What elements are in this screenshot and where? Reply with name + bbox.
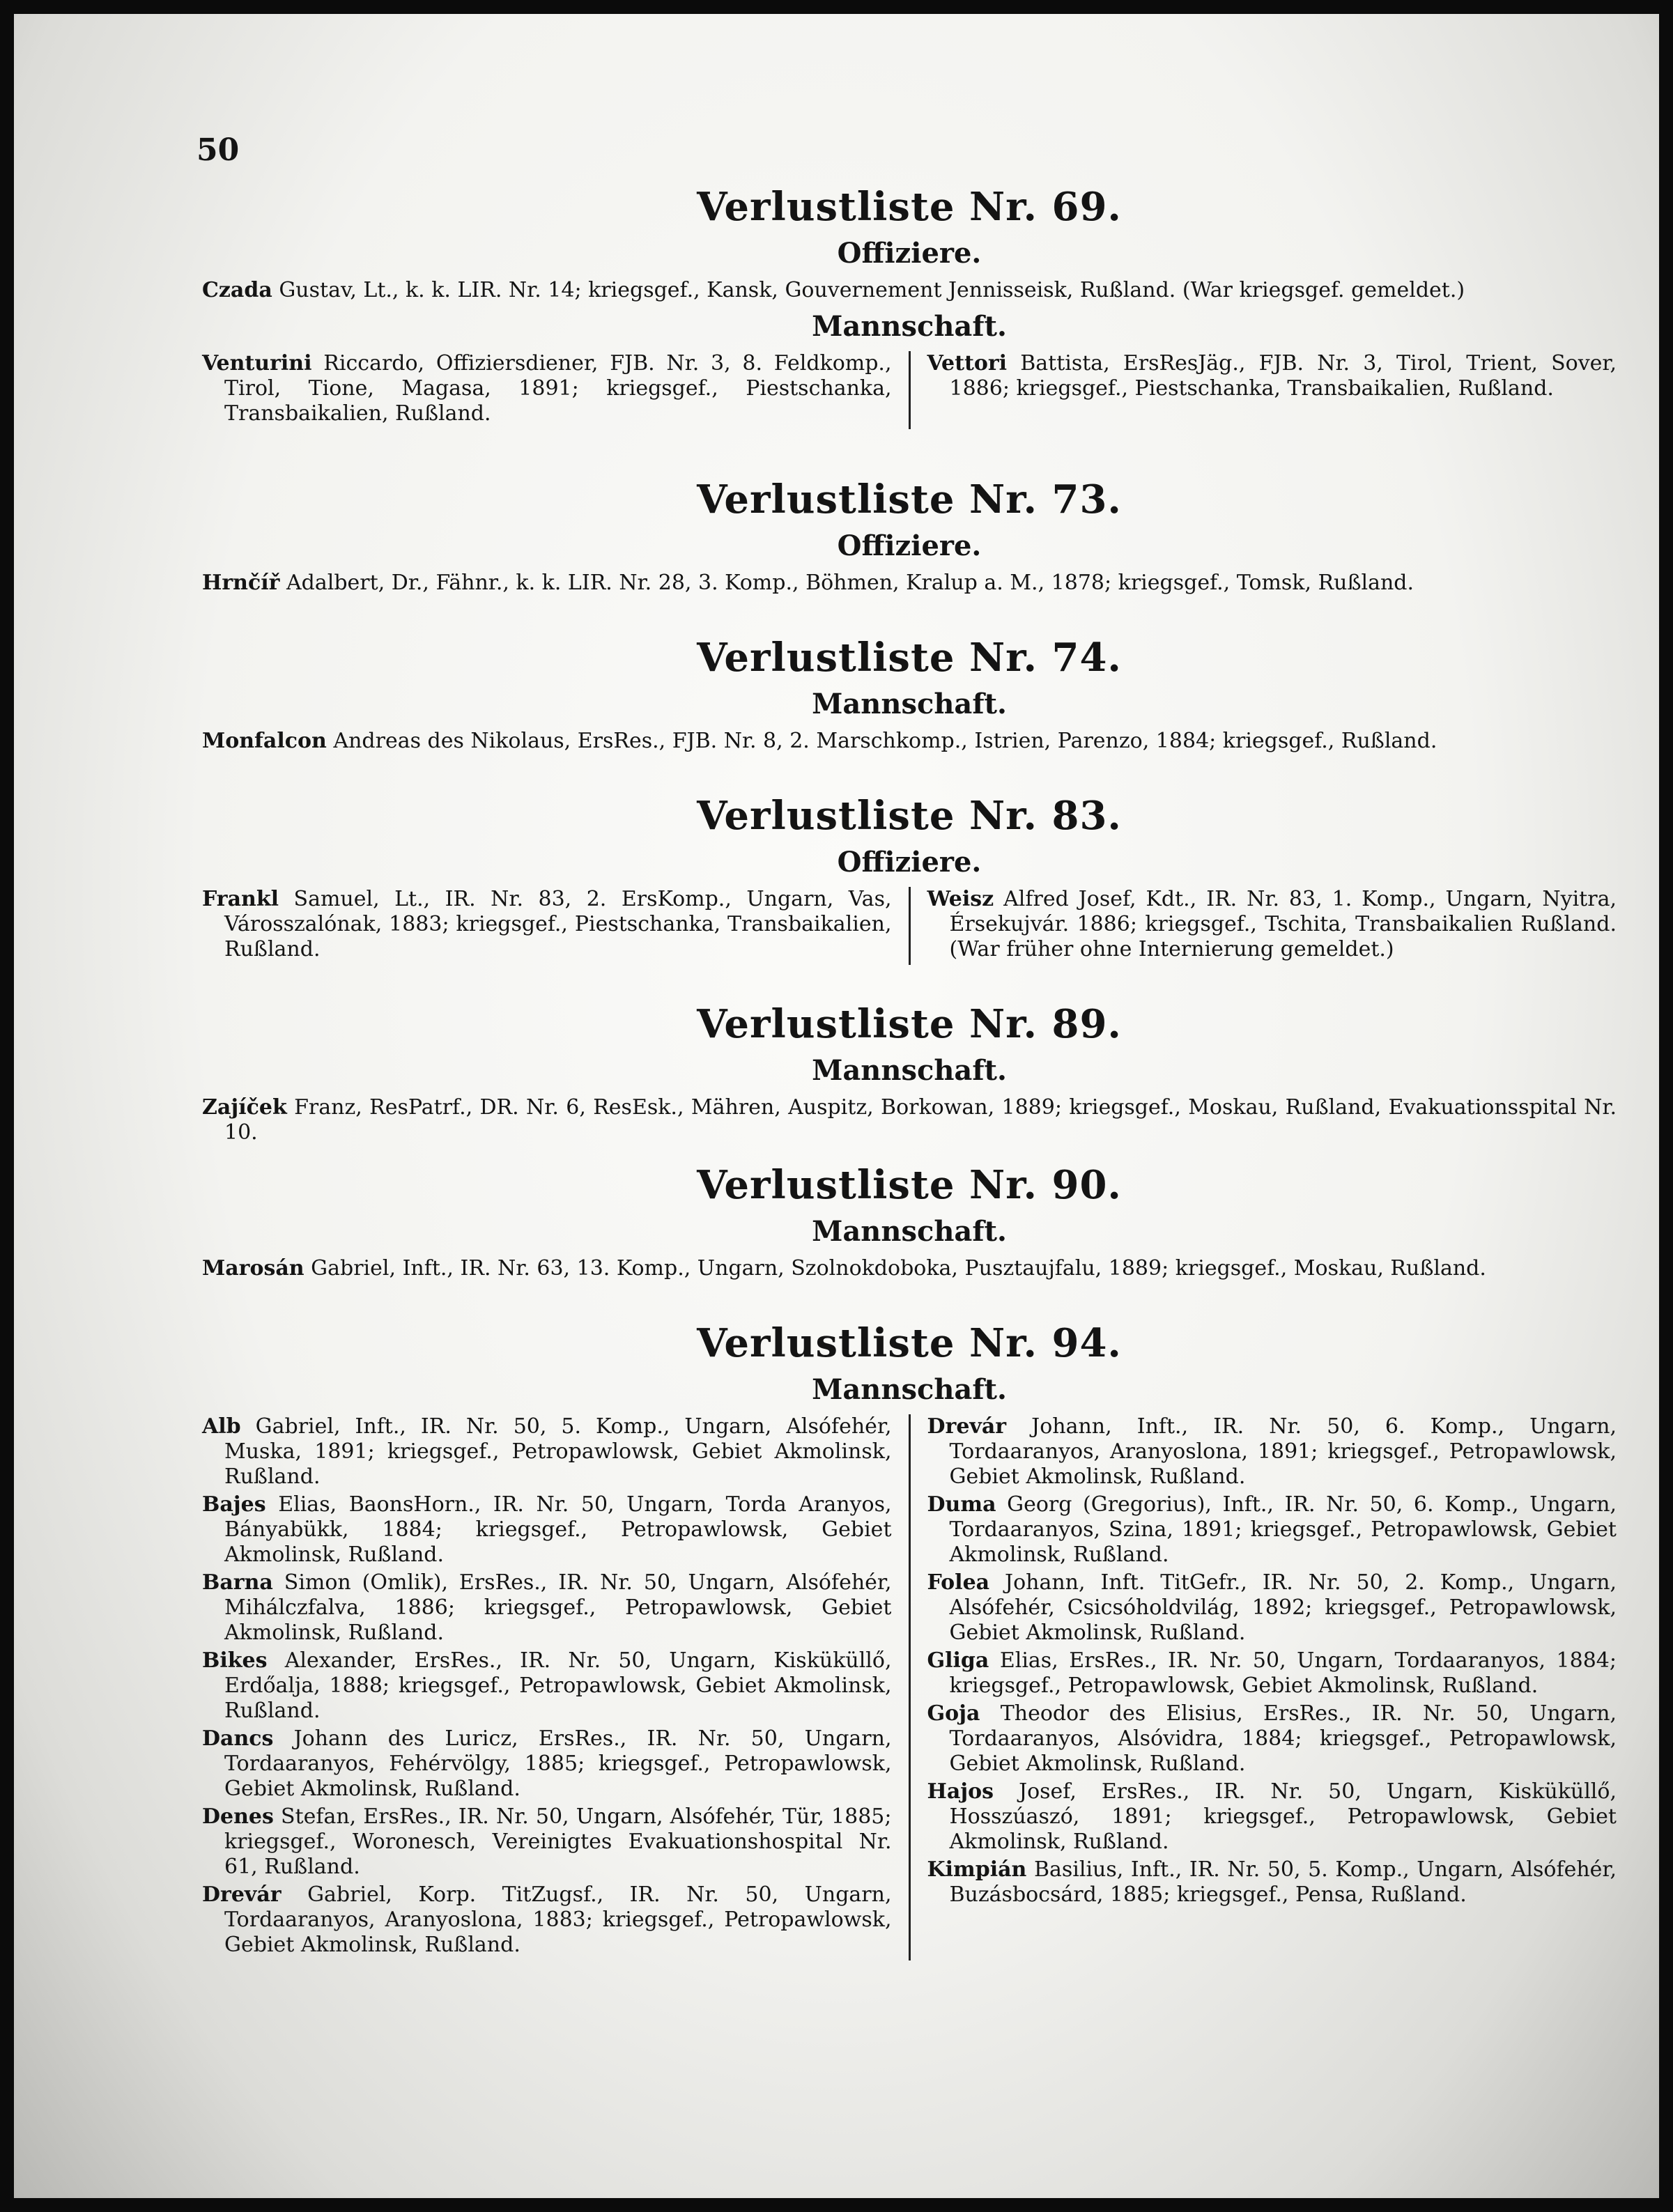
entry-details: Gabriel, Inft., IR. Nr. 63, 13. Komp., Ungarn, Szolnokdoboka, Pusztaujfalu, 1889; kriegsgef., Moskau, Rußland.: [311, 1256, 1486, 1281]
entry-details: Basilius, Inft., IR. Nr. 50, 5. Komp., Ungarn, Alsófehér, Buzásbocsárd, 1885; kriegsgef., Pensa, Rußland.: [949, 1857, 1617, 1907]
group-heading: Offiziere.: [837, 529, 982, 562]
casualty-entry: [202, 1726, 892, 1802]
group-heading: Mannschaft.: [812, 688, 1007, 720]
casualty-entry: [202, 729, 1617, 754]
casualty-entry: [927, 1779, 1617, 1855]
page: [14, 14, 1659, 2198]
casualty-entry: [927, 1648, 1617, 1699]
entry-details: Riccardo, Offiziersdiener, FJB. Nr. 3, 8. Feldkomp., Tirol, Tione, Magasa, 1891; kriegsgef., Piestschanka, Transbaikalien, Rußland.: [224, 351, 892, 426]
casualty-entry: [202, 1256, 1617, 1281]
entry-surname: Bajes: [202, 1492, 266, 1517]
right-column: [909, 1414, 1617, 1960]
right-column: [909, 887, 1617, 965]
entry-surname: Denes: [202, 1804, 274, 1829]
casualty-entry: [202, 887, 892, 962]
group-heading: Mannschaft.: [812, 310, 1007, 343]
casualty-entry: [927, 1857, 1617, 1908]
entry-details: Josef, ErsRes., IR. Nr. 50, Ungarn, Kisküküllő, Hosszúaszó, 1891; kriegsgef., Petropawlowsk, Gebiet Akmolinsk, Rußland.: [949, 1779, 1617, 1854]
entry-details: Alexander, ErsRes., IR. Nr. 50, Ungarn, Kisküküllő, Erdőalja, 1888; kriegsgef., Petropawlowsk, Gebiet Akmolinsk, Rußland.: [224, 1648, 892, 1723]
group-heading: Offiziere.: [837, 846, 982, 879]
entry-details: Samuel, Lt., IR. Nr. 83, 2. ErsKomp., Ungarn, Vas, Városszalónak, 1883; kriegsgef., Piestschanka, Transbaikalien, Rußland.: [224, 887, 892, 961]
entry-surname: Folea: [927, 1570, 990, 1595]
entry-details: Elias, BaonsHorn., IR. Nr. 50, Ungarn, Torda Aranyos, Bányabükk, 1884; kriegsgef., Petropawlowsk, Gebiet Akmolinsk, Rußland.: [224, 1492, 892, 1567]
casualty-entry: [202, 1882, 892, 1958]
casualty-entry: [202, 1492, 892, 1568]
casualty-entry: [927, 1492, 1617, 1568]
entry-details: Battista, ErsResJäg., FJB. Nr. 3, Tirol, Trient, Sover, 1886; kriegsgef., Piestschanka, Transbaikalien, Rußland.: [949, 351, 1617, 401]
entry-details: Andreas des Nikolaus, ErsRes., FJB. Nr. 8, 2. Marschkomp., Istrien, Parenzo, 1884; kriegsgef., Rußland.: [333, 729, 1437, 753]
entry-details: Stefan, ErsRes., IR. Nr. 50, Ungarn, Alsófehér, Tür, 1885; kriegsgef., Woronesch, Vereinigtes Evakuationshospital Nr. 61, Rußland.: [224, 1804, 892, 1879]
casualty-entry: [202, 1095, 1617, 1145]
casualty-entry: [202, 1570, 892, 1646]
two-column-list: [202, 1414, 1617, 1960]
casualty-entry: [927, 351, 1617, 401]
entry-details: Franz, ResPatrf., DR. Nr. 6, ResEsk., Mähren, Auspitz, Borkowan, 1889; kriegsgef., Moskau, Rußland, Evakuationsspital Nr. 10.: [224, 1095, 1617, 1145]
casualty-entry: [202, 571, 1617, 596]
entry-details: Theodor des Elisius, ErsRes., IR. Nr. 50, Ungarn, Tordaaranyos, Alsóvidra, 1884; kriegsgef., Petropawlowsk, Gebiet Akmolinsk, Rußland.: [949, 1701, 1617, 1776]
entry-details: Simon (Omlik), ErsRes., IR. Nr. 50, Ungarn, Alsófehér, Mihálczfalva, 1886; kriegsgef., Petropawlowsk, Gebiet Akmolinsk, Rußland.: [224, 1570, 892, 1645]
entry-surname: Hrnčíř: [202, 571, 280, 595]
entry-details: Georg (Gregorius), Inft., IR. Nr. 50, 6. Komp., Ungarn, Tordaaranyos, Szina, 1891; kriegsgef., Petropawlowsk, Gebiet Akmolinsk, Rußland.: [949, 1492, 1617, 1567]
left-column: [202, 351, 909, 429]
entry-surname: Zajíček: [202, 1095, 287, 1120]
casualty-entry: [927, 1414, 1617, 1490]
casualty-entry: [927, 1570, 1617, 1646]
section-title: Verlustliste Nr. 89.: [697, 1001, 1122, 1047]
section-title: Verlustliste Nr. 94.: [697, 1320, 1122, 1366]
section-title: Verlustliste Nr. 74.: [697, 635, 1122, 681]
section-title: Verlustliste Nr. 83.: [697, 793, 1122, 839]
entry-surname: Goja: [927, 1701, 980, 1726]
page-number: 50: [196, 132, 240, 168]
entry-surname: Bikes: [202, 1648, 268, 1673]
section-title: Verlustliste Nr. 69.: [697, 184, 1122, 230]
entry-surname: Duma: [927, 1492, 996, 1517]
entry-surname: Drevár: [202, 1882, 282, 1907]
entry-surname: Barna: [202, 1570, 273, 1595]
two-column-list: [202, 351, 1617, 429]
section-title: Verlustliste Nr. 90.: [697, 1162, 1122, 1208]
entry-surname: Drevár: [927, 1414, 1007, 1439]
entry-details: Johann des Luricz, ErsRes., IR. Nr. 50, Ungarn, Tordaaranyos, Fehérvölgy, 1885; kriegsgef., Petropawlowsk, Gebiet Akmolinsk, Rußland.: [224, 1726, 892, 1801]
section-title: Verlustliste Nr. 73.: [697, 477, 1122, 523]
entry-details: Elias, ErsRes., IR. Nr. 50, Ungarn, Tordaaranyos, 1884; kriegsgef., Petropawlowsk, Gebiet Akmolinsk, Rußland.: [949, 1648, 1617, 1698]
group-heading: Mannschaft.: [812, 1373, 1007, 1406]
group-heading: Mannschaft.: [812, 1054, 1007, 1087]
group-heading: Mannschaft.: [812, 1215, 1007, 1248]
casualty-entry: [927, 887, 1617, 962]
entry-surname: Gliga: [927, 1648, 989, 1673]
two-column-list: [202, 887, 1617, 965]
entry-surname: Vettori: [927, 351, 1008, 376]
entry-surname: Marosán: [202, 1256, 304, 1281]
entry-surname: Hajos: [927, 1779, 994, 1804]
entry-details: Alfred Josef, Kdt., IR. Nr. 83, 1. Komp., Ungarn, Nyitra, Érsekujvár. 1886; kriegsgef., Tschita, Transbaikalien Rußland. (War früher ohne Internierung gemeldet.): [949, 887, 1617, 961]
entry-details: Adalbert, Dr., Fähnr., k. k. LIR. Nr. 28, 3. Komp., Böhmen, Kralup a. M., 1878; kriegsgef., Tomsk, Rußland.: [286, 571, 1414, 595]
casualty-entry: [202, 1414, 892, 1490]
casualty-entry: [202, 351, 892, 426]
group-heading: Offiziere.: [837, 237, 982, 270]
entry-surname: Czada: [202, 278, 272, 302]
entry-details: Johann, Inft., IR. Nr. 50, 6. Komp., Ungarn, Tordaaranyos, Aranyoslona, 1891; kriegsgef., Petropawlowsk, Gebiet Akmolinsk, Rußland.: [949, 1414, 1617, 1489]
casualty-entry: [927, 1701, 1617, 1777]
entry-details: Gabriel, Korp. TitZugsf., IR. Nr. 50, Ungarn, Tordaaranyos, Aranyoslona, 1883; kriegsgef., Petropawlowsk, Gebiet Akmolinsk, Rußland.: [224, 1882, 892, 1957]
entry-surname: Dancs: [202, 1726, 274, 1751]
entry-surname: Weisz: [927, 887, 994, 911]
left-column: [202, 1414, 909, 1960]
entry-surname: Kimpián: [927, 1857, 1027, 1882]
entry-surname: Monfalcon: [202, 729, 327, 753]
page-content: [202, 167, 1617, 1960]
entry-details: Gustav, Lt., k. k. LIR. Nr. 14; kriegsgef., Kansk, Gouvernement Jennisseisk, Rußland. (War kriegsgef. gemeldet.): [279, 278, 1465, 302]
right-column: [909, 351, 1617, 429]
entry-surname: Venturini: [202, 351, 312, 376]
casualty-entry: [202, 1804, 892, 1880]
left-column: [202, 887, 909, 965]
casualty-entry: [202, 278, 1617, 303]
entry-surname: Alb: [202, 1414, 241, 1439]
entry-details: Gabriel, Inft., IR. Nr. 50, 5. Komp., Ungarn, Alsófehér, Muska, 1891; kriegsgef., Petropawlowsk, Gebiet Akmolinsk, Rußland.: [224, 1414, 892, 1489]
entry-details: Johann, Inft. TitGefr., IR. Nr. 50, 2. Komp., Ungarn, Alsófehér, Csicsóholdvilág, 1892; kriegsgef., Petropawlowsk, Gebiet Akmolinsk, Rußland.: [949, 1570, 1617, 1645]
entry-surname: Frankl: [202, 887, 279, 911]
casualty-entry: [202, 1648, 892, 1724]
